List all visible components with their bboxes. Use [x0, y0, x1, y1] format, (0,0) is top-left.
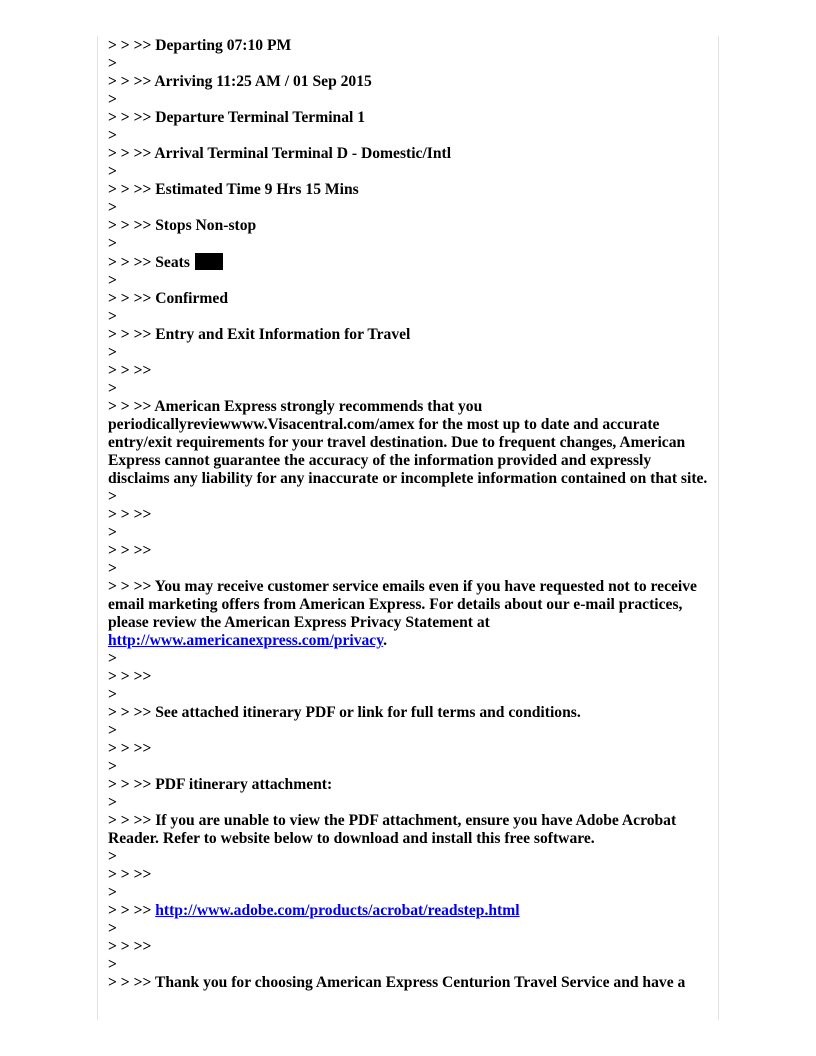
quote-marker-triple: > > >>	[108, 740, 152, 757]
quote-marker: >	[108, 722, 117, 739]
pdf-attachment-line: > > >> PDF itinerary attachment:	[108, 776, 333, 793]
quote-marker-triple: > > >>	[108, 866, 152, 883]
departing-line: > > >> Departing 07:10 PM	[108, 37, 292, 54]
departure-terminal-line: > > >> Departure Terminal Terminal 1	[108, 109, 366, 126]
quote-marker: >	[108, 127, 117, 144]
quote-marker: >	[108, 920, 117, 937]
quote-marker: >	[108, 848, 117, 865]
quote-marker: >	[108, 686, 117, 703]
unable-to-view-paragraph: > > >> If you are unable to view the PDF attachment, ensure you have Adobe Acrobat Reader. Refer to website below to download and install this free software.	[108, 812, 677, 847]
adobe-link-line	[108, 902, 712, 920]
quote-marker: >	[108, 794, 117, 811]
right-margin-rule	[718, 36, 719, 1020]
quote-marker: >	[108, 560, 117, 577]
thank-you-line: > > >> Thank you for choosing American Express Centurion Travel Service and have a	[108, 974, 686, 991]
quote-marker-triple: > > >>	[108, 506, 152, 523]
estimated-time-line: > > >> Estimated Time 9 Hrs 15 Mins	[108, 181, 359, 198]
quote-marker-triple: > > >>	[108, 938, 152, 955]
confirmed-line: > > >> Confirmed	[108, 290, 228, 307]
quote-marker: >	[108, 272, 117, 289]
quote-marker: >	[108, 199, 117, 216]
adobe-link-prefix: > > >>	[108, 902, 156, 919]
privacy-statement-link[interactable]: http://www.americanexpress.com/privacy	[108, 632, 384, 649]
quote-marker: >	[108, 488, 117, 505]
quote-marker: >	[108, 650, 117, 667]
quote-marker: >	[108, 344, 117, 361]
see-attached-line: > > >> See attached itinerary PDF or link for full terms and conditions.	[108, 704, 581, 721]
adobe-reader-link[interactable]: http://www.adobe.com/products/acrobat/readstep.html	[155, 902, 520, 919]
quote-marker-triple: > > >>	[108, 668, 152, 685]
quote-marker: >	[108, 163, 117, 180]
quote-marker: >	[108, 235, 117, 252]
arrival-terminal-line: > > >> Arrival Terminal Terminal D - Domestic/Intl	[108, 145, 452, 162]
email-notice-text: > > >> You may receive customer service emails even if you have requested not to receive email marketing offers from American Express. For details about our e-mail practices, please review the American Express Privacy Statement at	[108, 578, 697, 631]
email-notice-period: .	[383, 632, 388, 649]
email-notice-paragraph	[108, 578, 712, 650]
left-margin-rule	[97, 36, 98, 1020]
quote-marker: >	[108, 758, 117, 775]
quote-marker-triple: > > >>	[108, 542, 152, 559]
seats-label: > > >> Seats	[108, 254, 190, 271]
quote-marker: >	[108, 308, 117, 325]
entry-exit-heading: > > >> Entry and Exit Information for Travel	[108, 326, 411, 343]
seats-line	[108, 253, 712, 272]
quoted-email-body	[108, 37, 712, 992]
quote-marker: >	[108, 884, 117, 901]
stops-line: > > >> Stops Non-stop	[108, 217, 257, 234]
quote-marker: >	[108, 55, 117, 72]
amex-recommendation-paragraph: > > >> American Express strongly recommends that you periodicallyreviewwww.Visacentral.com/amex for the most up to date and accurate entry/exit requirements for your travel destination. Due to frequent changes, American Express cannot guarantee the accuracy of the information provided and expressly disclaims any liability for any inaccurate or incomplete information contained on that site.	[108, 398, 708, 487]
quote-marker: >	[108, 380, 117, 397]
redaction-box	[195, 253, 223, 270]
quote-marker: >	[108, 524, 117, 541]
arriving-line: > > >> Arriving 11:25 AM / 01 Sep 2015	[108, 73, 372, 90]
quote-marker: >	[108, 91, 117, 108]
quote-marker-triple: > > >>	[108, 362, 152, 379]
quote-marker: >	[108, 956, 117, 973]
